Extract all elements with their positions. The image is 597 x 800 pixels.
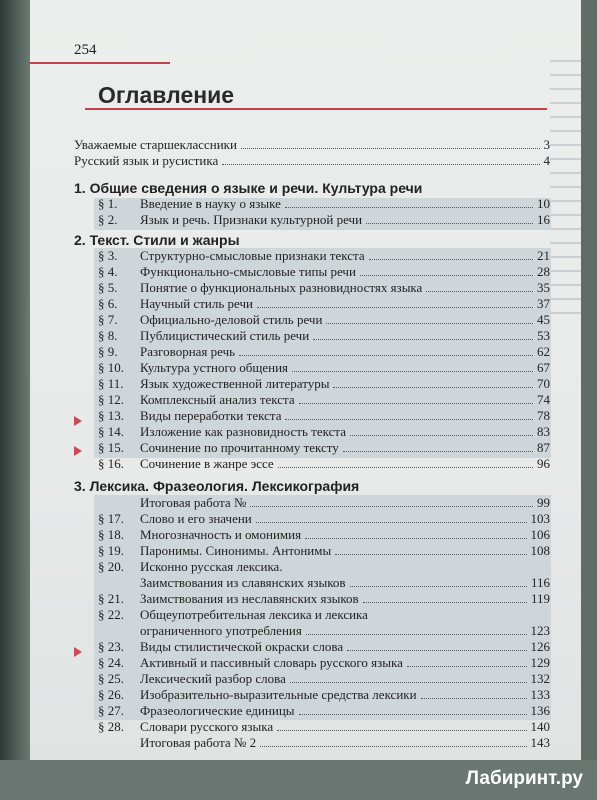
leader-dots	[299, 403, 533, 404]
entry-title: Функционально-смысловые типы речи	[140, 264, 356, 279]
entry-page: 21	[537, 248, 550, 263]
entry-page: 3	[543, 137, 550, 152]
entry-title: Многозначность и омонимия	[140, 527, 302, 542]
leader-dots	[239, 355, 533, 356]
leader-dots	[333, 387, 533, 388]
leader-dots	[285, 207, 533, 208]
toc-row[interactable]	[98, 264, 550, 280]
entry-title: Сочинение по прочитанному тексту	[140, 440, 339, 455]
entry-title: Научный стиль речи	[140, 296, 253, 311]
section-number: § 15.	[98, 440, 124, 455]
toc-row[interactable]	[98, 456, 550, 472]
entry-page: 67	[537, 360, 550, 375]
section-number: § 8.	[98, 328, 118, 343]
marker-icon	[74, 446, 82, 456]
toc-row[interactable]	[98, 559, 550, 575]
toc-row[interactable]	[98, 655, 550, 671]
entry-title: Итоговая работа № 2	[140, 735, 257, 750]
toc-row[interactable]	[98, 360, 550, 376]
entry-title: Изобразительно-выразительные средства лексики	[140, 687, 417, 702]
leader-dots	[350, 586, 527, 587]
entry-title: Исконно русская лексика.	[140, 559, 283, 574]
section-number: § 13.	[98, 408, 124, 423]
entry-title: Разговорная речь	[140, 344, 236, 359]
leader-dots	[335, 554, 526, 555]
section-number: § 20.	[98, 559, 124, 574]
leader-dots	[292, 371, 533, 372]
section-number: § 3.	[98, 248, 118, 263]
section-number: § 17.	[98, 511, 124, 526]
page-number: 254	[74, 42, 97, 58]
toc-row[interactable]	[98, 735, 550, 751]
toc-row[interactable]	[98, 296, 550, 312]
toc-row[interactable]	[98, 527, 550, 543]
leader-dots	[256, 522, 527, 523]
section-number: § 2.	[98, 212, 118, 227]
toc-row[interactable]	[98, 440, 550, 456]
entry-page: 136	[530, 703, 550, 718]
section-number: § 7.	[98, 312, 118, 327]
section-number: § 21.	[98, 591, 124, 606]
entry-page: 129	[530, 655, 550, 670]
entry-page: 108	[530, 543, 550, 558]
entry-title: Язык и речь. Признаки культурной речи	[140, 212, 363, 227]
leader-dots	[421, 698, 527, 699]
entry-title: Итоговая работа №	[140, 495, 247, 510]
leader-dots	[257, 307, 533, 308]
entry-title: Словари русского языка	[140, 719, 274, 734]
chapter-heading[interactable]: 1. Общие сведения о языке и речи. Культура речи	[74, 180, 423, 196]
entry-page: 53	[537, 328, 550, 343]
section-number: § 16.	[98, 456, 124, 471]
toc-row[interactable]	[98, 424, 550, 440]
entry-page: 70	[537, 376, 550, 391]
book-spine-shadow	[0, 0, 30, 800]
entry-page: 10	[537, 196, 550, 211]
entry-page: 119	[530, 591, 550, 606]
entry-title: Лексический разбор слова	[140, 671, 286, 686]
entry-page: 87	[537, 440, 550, 455]
leader-dots	[369, 259, 533, 260]
entry-page: 133	[530, 687, 550, 702]
toc-row[interactable]	[98, 671, 550, 687]
leader-dots	[305, 538, 526, 539]
section-number: § 24.	[98, 655, 124, 670]
entry-title: Заимствования из славянских языков	[140, 575, 346, 590]
leader-dots	[285, 419, 533, 420]
marker-icon	[74, 647, 82, 657]
entry-title: ограниченного употребления	[140, 623, 302, 638]
toc-row[interactable]	[98, 328, 550, 344]
toc-row[interactable]	[98, 248, 550, 264]
entry-page: 78	[537, 408, 550, 423]
leader-dots	[363, 602, 527, 603]
toc-row[interactable]	[98, 212, 550, 228]
entry-title: Структурно-смысловые признаки текста	[140, 248, 365, 263]
entry-title: Уважаемые старшеклассники	[74, 137, 237, 152]
marker-icon	[74, 416, 82, 426]
chapter-heading[interactable]: 3. Лексика. Фразеология. Лексикография	[74, 478, 360, 494]
toc-row[interactable]	[74, 153, 550, 169]
toc-row[interactable]	[98, 687, 550, 703]
section-number: § 27.	[98, 703, 124, 718]
entry-page: 16	[537, 212, 550, 227]
toc-row[interactable]	[98, 591, 550, 607]
leader-dots	[366, 223, 533, 224]
section-number: § 9.	[98, 344, 118, 359]
toc-row[interactable]	[98, 703, 550, 719]
toc-row[interactable]	[98, 719, 550, 735]
bleed-through-text	[550, 60, 581, 320]
section-number: § 6.	[98, 296, 118, 311]
entry-page: 62	[537, 344, 550, 359]
leader-dots	[306, 634, 527, 635]
entry-title: Сочинение в жанре эссе	[140, 456, 274, 471]
leader-dots	[290, 682, 527, 683]
section-number: § 11.	[98, 376, 124, 391]
toc-row[interactable]	[98, 511, 550, 527]
section-number: § 10.	[98, 360, 124, 375]
toc-row[interactable]	[98, 280, 550, 296]
toc-row[interactable]	[74, 137, 550, 153]
leader-dots	[222, 164, 539, 165]
leader-dots	[407, 666, 527, 667]
entry-title: Язык художественной литературы	[140, 376, 330, 391]
section-number: § 22.	[98, 607, 124, 622]
leader-dots	[347, 650, 526, 651]
entry-title: Изложение как разновидность текста	[140, 424, 346, 439]
entry-title: Активный и пассивный словарь русского языка	[140, 655, 403, 670]
entry-title: Слово и его значени	[140, 511, 252, 526]
entry-title: Публицистический стиль речи	[140, 328, 310, 343]
chapter-heading[interactable]: 2. Текст. Стили и жанры	[74, 232, 240, 248]
leader-dots	[278, 467, 533, 468]
leader-dots	[313, 339, 533, 340]
entry-title: Официально-деловой стиль речи	[140, 312, 323, 327]
section-number: § 14.	[98, 424, 124, 439]
section-number: § 1.	[98, 196, 118, 211]
entry-page: 45	[537, 312, 550, 327]
section-number: § 5.	[98, 280, 118, 295]
section-number: § 12.	[98, 392, 124, 407]
watermark-logo: Лабиринт.ру	[465, 768, 583, 789]
entry-page: 35	[537, 280, 550, 295]
leader-dots	[260, 746, 526, 747]
entry-title: Виды стилистической окраски слова	[140, 639, 344, 654]
toc-row[interactable]	[98, 392, 550, 408]
entry-page: 99	[537, 495, 550, 510]
entry-title: Понятие о функциональных разновидностях языка	[140, 280, 423, 295]
leader-dots	[241, 148, 540, 149]
toc-row[interactable]	[98, 543, 550, 559]
leader-dots	[326, 323, 533, 324]
entry-page: 143	[530, 735, 550, 750]
toc-row[interactable]	[98, 376, 550, 392]
entry-title: Виды переработки текста	[140, 408, 282, 423]
leader-dots	[350, 435, 533, 436]
header-rule	[30, 62, 170, 64]
section-number: § 25.	[98, 671, 124, 686]
entry-page: 106	[530, 527, 550, 542]
leader-dots	[277, 730, 526, 731]
entry-page: 37	[537, 296, 550, 311]
book-page	[30, 0, 581, 760]
toc-row[interactable]	[98, 575, 550, 591]
entry-title: Фразеологические единицы	[140, 703, 295, 718]
toc-row[interactable]	[98, 607, 550, 623]
title-rule	[85, 108, 547, 110]
toc-row[interactable]	[98, 495, 550, 511]
entry-title: Заимствования из неславянских языков	[140, 591, 359, 606]
toc-row[interactable]	[98, 344, 550, 360]
leader-dots	[250, 506, 533, 507]
entry-page: 4	[543, 153, 550, 168]
page-title: Оглавление	[98, 82, 235, 108]
section-number: § 19.	[98, 543, 124, 558]
entry-page: 123	[530, 623, 550, 638]
toc-row[interactable]	[98, 196, 550, 212]
entry-title: Культура устного общения	[140, 360, 289, 375]
entry-page: 28	[537, 264, 550, 279]
toc-row[interactable]	[98, 639, 550, 655]
entry-title: Введение в науку о языке	[140, 196, 281, 211]
leader-dots	[299, 714, 527, 715]
entry-title: Общеупотребительная лексика и лексика	[140, 607, 368, 622]
entry-title: Комплексный анализ текста	[140, 392, 295, 407]
section-number: § 28.	[98, 719, 124, 734]
entry-title: Русский язык и русистика	[74, 153, 219, 168]
entry-page: 116	[530, 575, 550, 590]
leader-dots	[426, 291, 533, 292]
leader-dots	[343, 451, 533, 452]
toc-row[interactable]	[98, 312, 550, 328]
entry-page: 140	[530, 719, 550, 734]
entry-page: 96	[537, 456, 550, 471]
entry-page: 132	[530, 671, 550, 686]
section-number: § 18.	[98, 527, 124, 542]
entry-page: 126	[530, 639, 550, 654]
section-number: § 26.	[98, 687, 124, 702]
section-number: § 23.	[98, 639, 124, 654]
toc-row[interactable]	[98, 623, 550, 639]
entry-page: 103	[530, 511, 550, 526]
entry-page: 74	[537, 392, 550, 407]
leader-dots	[360, 275, 533, 276]
entry-page: 83	[537, 424, 550, 439]
section-number: § 4.	[98, 264, 118, 279]
entry-title: Паронимы. Синонимы. Антонимы	[140, 543, 332, 558]
toc-row[interactable]	[98, 408, 550, 424]
